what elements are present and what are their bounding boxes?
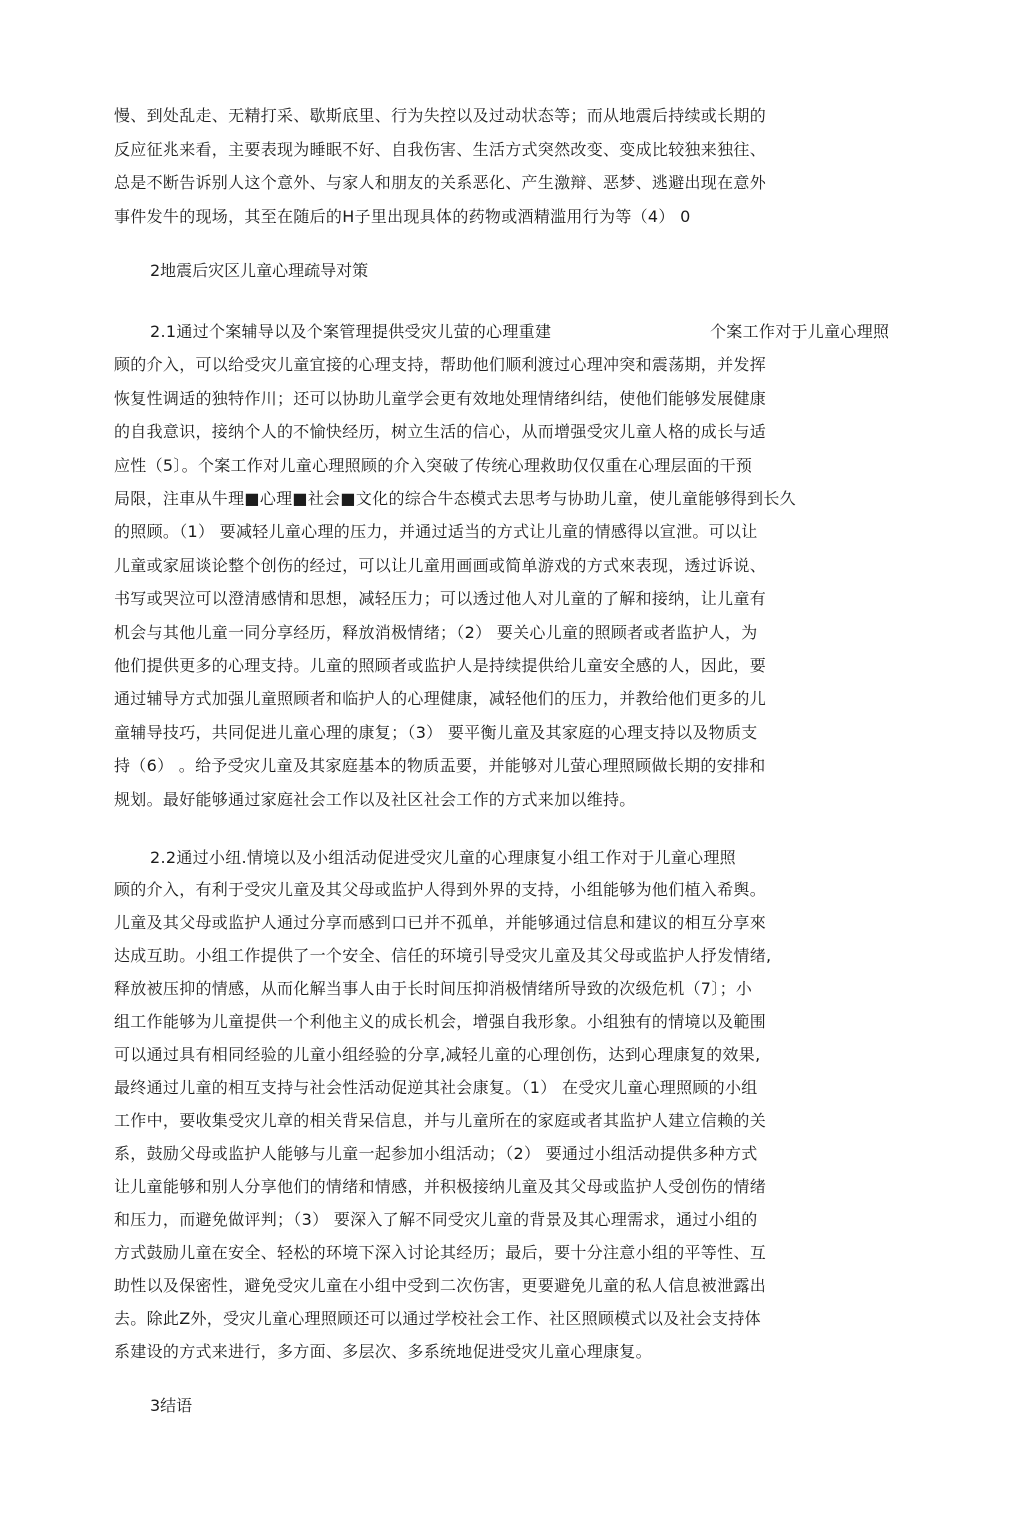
paragraph-line: 事件发牛的现场，其至在随后的H子里出现具体的药物或酒精滥用行为等（4） 0 [114,207,691,226]
paragraph-line: 童辅导技巧，共同促进儿童心理的康复；（3） 要平衡儿童及其家庭的心理支持以及物质支 [114,723,758,742]
paragraph-line: 达成互助。小组工作提供了一个安全、信任的环境引导受灾儿童及其父母或监护人抒发情绪, [114,946,772,965]
paragraph-line: 局限，注車从牛理■心理■社会■文化的综合牛态模式去思考与协助儿童，使儿童能够得到长久 [114,489,796,508]
paragraph-line: 儿童或家屈谈论整个创伤的经过，可以让儿童用画画或简单游戏的方式來表现，透过诉说、 [114,556,767,575]
paragraph-line: 的自我意识，接纳个人的不愉快经历，树立生活的信心，从而增强受灾儿童人格的成长与适 [114,422,767,441]
paragraph-line: 最终通过儿童的相互支持与社会性活动促逆其社会康复。（1） 在受灾儿童心理照顾的小组 [114,1078,758,1097]
subsection-title: 2.2通过小纽.情境以及小组活动促进受灾儿童的心理康复小组工作对于儿童心理照 [150,848,736,867]
paragraph-line: 工作中，要收集受灾儿章的相关背呆信息，并与儿童所在的家庭或者其监护人建立信赖的关 [114,1111,767,1130]
paragraph-line: 释放被压抑的情感，从而化解当事人由于长时间压抑消极情绪所导致的次级危机（7〕；小 [114,979,753,998]
paragraph-line: 组工作能够为儿童提供一个利他主义的成长机会，增强自我形象。小组独有的情境以及範围 [114,1012,767,1031]
paragraph-line: 和压力，而避免做评判；（3） 要深入了解不同受灾儿童的背景及其心理需求，通过小组的 [114,1210,758,1229]
paragraph-line: 反应征兆来看，主要表现为睡眠不好、自我伤害、生活方式突然改变、变成比较独来独往、 [114,140,767,159]
paragraph-line: 应性（5〕。个案工作对儿童心理照顾的介入突破了传统心理救助仅仅重在心理层面的干预 [114,456,753,475]
paragraph-line: 持（6） 。给予受灾儿童及其家庭基本的物质盂要，并能够对儿萤心理照顾做长期的安排和 [114,756,766,775]
paragraph-line: 他们提供更多的心理支持。儿童的照顾者或监护人是持续提供给儿童安全感的人，因此，要 [114,656,767,675]
paragraph-line: 通过辅导方式加强儿童照顾者和临护人的心理健康，减轻他们的压力，并教给他们更多的儿 [114,689,767,708]
paragraph-line: 规划。最好能够通过家庭社会工作以及社区社会工作的方式来加以维持。 [114,790,636,809]
paragraph-line: 书写或哭泣可以澄清感情和思想，减轻压力；可以透过他人对儿童的了解和接纳，让儿童有 [114,589,767,608]
paragraph-line: 系建设的方式来进行，多方面、多层次、多系统地促进受灾儿童心理康复。 [114,1342,652,1361]
paragraph-line: 可以通过具有相同经验的儿童小组经验的分享,减轻儿童的心理创伤，达到心理康复的效果, [114,1045,761,1064]
paragraph-line: 个案工作对于儿童心理照 [710,322,890,341]
section-heading: 3结语 [150,1396,193,1415]
paragraph-line: 顾的介入，有利于受灾儿童及其父母或监护人得到外界的支持，小组能够为他们植入希舆。 [114,880,767,899]
subsection-title: 2.1通过个案辅导以及个案管理提供受灾儿萤的心理重建 [150,322,552,341]
paragraph-line: 让儿童能够和别人分享他们的情绪和情感，并积极接纳儿童及其父母或监护人受创伤的情绪 [114,1177,767,1196]
paragraph-line: 的照顾。（1） 要减轻儿童心理的压力，并通过适当的方式让儿童的情感得以宣泄。可以让 [114,522,758,541]
paragraph-line: 助性以及保密性，避免受灾儿童在小组中受到二次伤害，更要避免儿童的私人信息被泄露出 [114,1276,767,1295]
paragraph-line: 顾的介入，可以给受灾儿童宜接的心理支持，帮助他们顺利渡过心理冲突和震荡期，并发挥 [114,355,767,374]
section-heading: 2地震后灾区儿童心理疏导对策 [150,261,369,280]
paragraph-line: 总是不断告诉别人这个意外、与家人和朋友的关系恶化、产生激辩、恶梦、逃避出现在意外 [114,173,767,192]
paragraph-line: 儿童及其父母或监护人通过分享而感到口已并不孤单，并能够通过信息和建议的相互分享來 [114,913,767,932]
paragraph-line: 慢、到处乱走、无精打采、歇斯底里、行为失控以及过动状态等；而从地震后持续或长期的 [114,106,767,125]
paragraph-line: 方式鼓励儿童在安全、轻松的环境下深入讨论其经历；最后，要十分注意小组的平等性、互 [114,1243,767,1262]
paragraph-line: 恢复性调适的独特作川；还可以协助儿童学会更有效地处理情绪纠结，使他们能够发展健康 [114,389,767,408]
paragraph-line: 去。除此Z外，受灾儿童心理照顾还可以通过学校社会工作、社区照顾模式以及社会支持体 [114,1309,761,1328]
paragraph-line: 系，鼓励父母或监护人能够与儿童一起参加小组活动；（2） 要通过小组活动提供多种方式 [114,1144,758,1163]
paragraph-line: 机会与其他儿童一同分享经历，释放消极情绪；（2） 要关心儿童的照顾者或者监护人，为 [114,623,758,642]
